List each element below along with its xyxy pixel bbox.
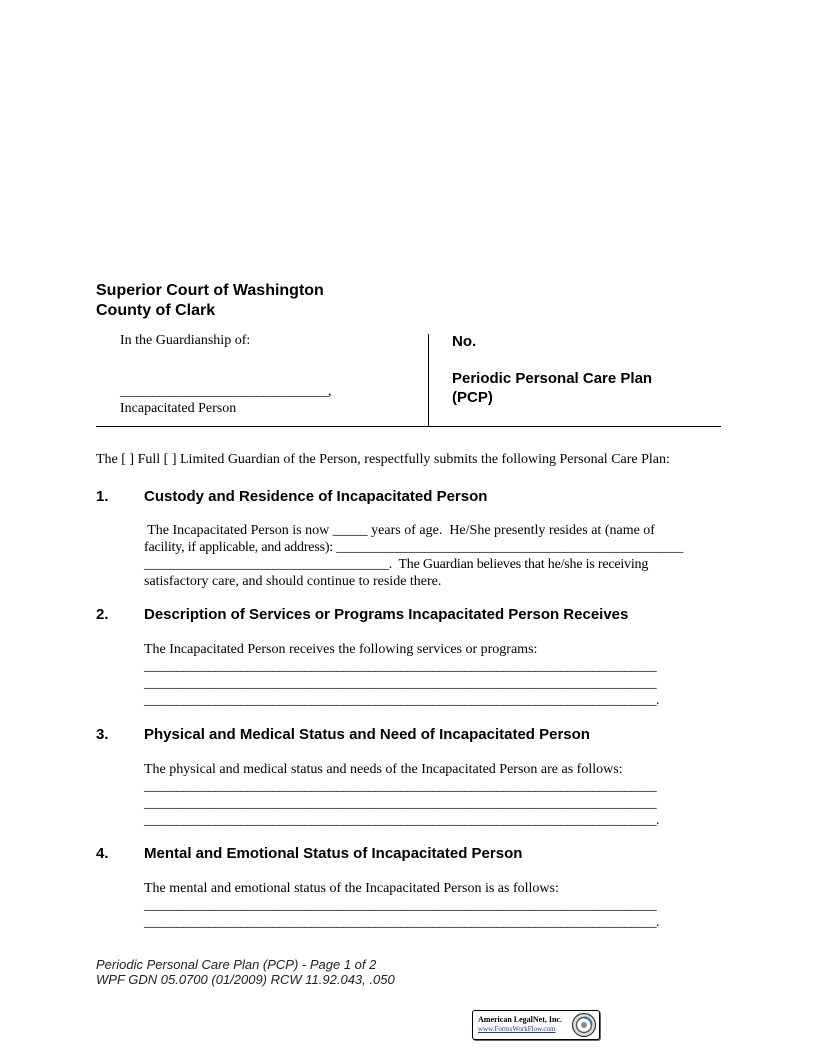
section-4-answer-line[interactable]: ________________________________________________________________________________: [144, 898, 657, 913]
logo-company-name: American LegalNet, Inc.: [478, 1015, 562, 1024]
full-guardian-checkbox[interactable]: [ ]: [121, 452, 135, 467]
section-1-text-line1[interactable]: The Incapacitated Person is now _____ years of age. He/She presently resides at (name of: [144, 523, 655, 538]
section-3-number: 3.: [96, 726, 109, 743]
party-role-label: Incapacitated Person: [120, 401, 237, 416]
logo-url-link[interactable]: www.FormsWorkFlow.com: [478, 1025, 556, 1033]
court-name: Superior Court of Washington: [96, 282, 324, 299]
section-4-lead: The mental and emotional status of the Incapacitated Person is as follows:: [144, 881, 559, 896]
caption-divider-horizontal: [96, 426, 721, 427]
limited-guardian-checkbox[interactable]: [ ]: [163, 452, 177, 467]
intro-rest: Limited Guardian of the Person, respectfully submits the following Personal Care Plan:: [180, 452, 670, 467]
caption-party-block: [120, 333, 331, 417]
person-name-blank[interactable]: ________________________________,: [120, 384, 331, 399]
case-number-label: No.: [452, 333, 477, 350]
section-2-answer-line[interactable]: ________________________________________________________________________________: [144, 676, 657, 691]
section-2-lead: The Incapacitated Person receives the following services or programs:: [144, 642, 538, 657]
court-header: [96, 281, 324, 321]
section-1-text-line2[interactable]: facility, if applicable, and address): ___________________________________________________: [144, 540, 684, 555]
guardianship-label: In the Guardianship of:: [120, 333, 251, 348]
section-3-title: Physical and Medical Status and Need of Incapacitated Person: [144, 726, 590, 743]
section-3-answer-line[interactable]: ________________________________________________________________________________: [144, 796, 657, 811]
section-1-title: Custody and Residence of Incapacitated Person: [144, 488, 488, 505]
document-title-line2: (PCP): [452, 389, 493, 406]
section-2-answer-line[interactable]: ________________________________________________________________________________: [144, 659, 657, 674]
legalnet-logo-badge[interactable]: [472, 1010, 600, 1040]
section-1-text-line4: satisfactory care, and should continue to reside there.: [144, 574, 442, 589]
section-1-body: [144, 522, 719, 590]
section-1-number: 1.: [96, 488, 109, 505]
county-name: County of Clark: [96, 302, 216, 319]
globe-emblem-icon: [571, 1012, 597, 1038]
intro-statement: [96, 452, 670, 468]
section-2-answer-line[interactable]: ________________________________________________________________________________.: [144, 693, 659, 708]
section-3-answer-line[interactable]: ________________________________________________________________________________.: [144, 813, 659, 828]
document-title: [452, 369, 652, 407]
section-4-number: 4.: [96, 845, 109, 862]
page-footer: [96, 957, 395, 987]
full-guardian-label: Full: [137, 452, 161, 467]
section-3-answer-line[interactable]: ________________________________________________________________________________: [144, 779, 657, 794]
section-3-lead: The physical and medical status and needs of the Incapacitated Person are as follows:: [144, 762, 623, 777]
caption-divider-vertical: [428, 334, 429, 426]
section-2-number: 2.: [96, 606, 109, 623]
section-1-text-line3[interactable]: ____________________________________. The Guardian believes that he/she is receiving: [144, 557, 649, 572]
section-2-title: Description of Services or Programs Incapacitated Person Receives: [144, 606, 629, 623]
section-4-title: Mental and Emotional Status of Incapacitated Person: [144, 845, 523, 862]
footer-page-info: Periodic Personal Care Plan (PCP) - Page 1 of 2: [96, 957, 377, 972]
footer-form-code: WPF GDN 05.0700 (01/2009) RCW 11.92.043, .050: [96, 972, 395, 987]
document-title-line1: Periodic Personal Care Plan: [452, 370, 653, 387]
section-4-answer-line[interactable]: ________________________________________________________________________________.: [144, 915, 659, 930]
intro-prefix: The: [96, 452, 118, 467]
